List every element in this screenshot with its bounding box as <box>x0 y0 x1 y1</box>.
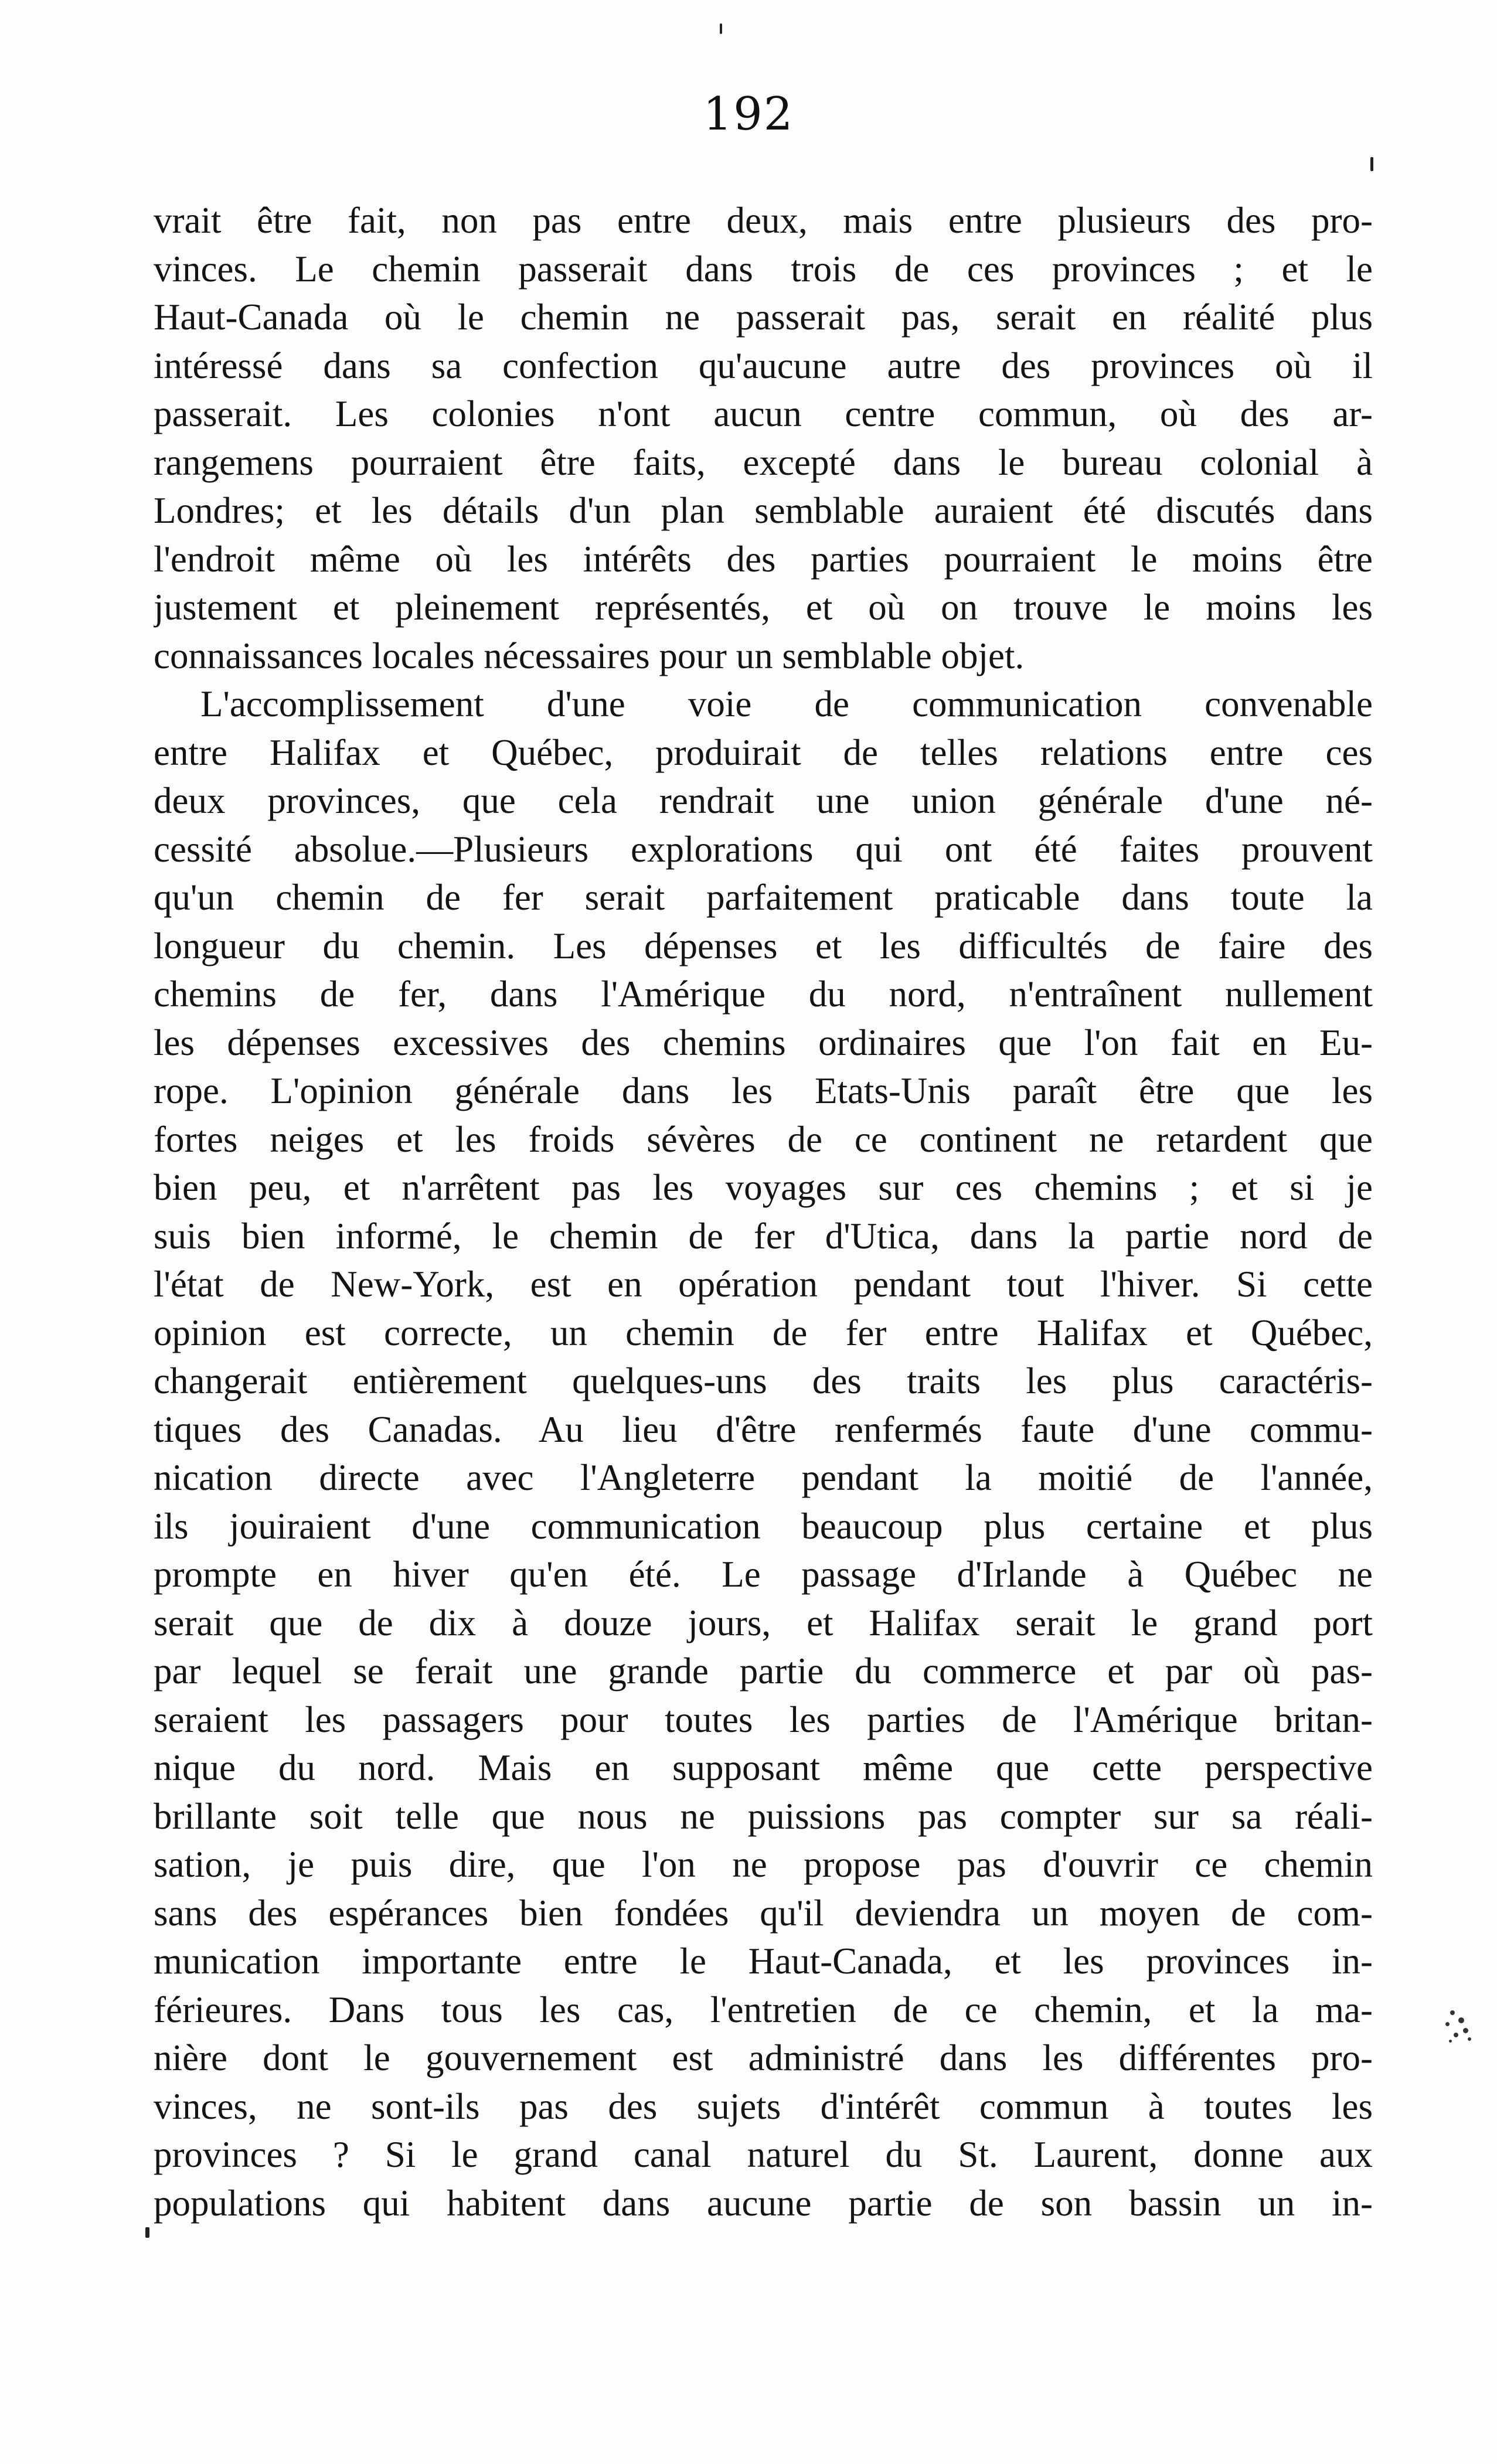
text-line: justement et pleinement représentés, et où on trouve le moins les <box>154 587 1373 628</box>
text-line: qu'un chemin de fer serait parfaitement praticable dans toute la <box>154 877 1373 918</box>
text-line: populations qui habitent dans aucune partie de son bassin un in- <box>154 2182 1373 2224</box>
text-line: rope. L'opinion générale dans les Etats-Unis paraît être que les <box>154 1070 1373 1111</box>
text-line: chemins de fer, dans l'Amérique du nord, n'entraînent nullement <box>154 974 1373 1015</box>
text-line: vinces, ne sont-ils pas des sujets d'intérêt commun à toutes les <box>154 2085 1373 2127</box>
text-line: brillante soit telle que nous ne puissions pas compter sur sa réali- <box>154 1795 1373 1837</box>
text-line: ils jouiraient d'une communication beaucoup plus certaine et plus <box>154 1505 1373 1547</box>
text-line: passerait. Les colonies n'ont aucun centre commun, où des ar- <box>154 393 1373 434</box>
scan-speck <box>145 2227 149 2238</box>
text-line: intéressé dans sa confection qu'aucune autre des provinces où il <box>154 345 1373 386</box>
text-line: serait que de dix à douze jours, et Halifax serait le grand port <box>154 1602 1373 1643</box>
text-line: nication directe avec l'Angleterre pendant la moitié de l'année, <box>154 1457 1373 1498</box>
text-line: vinces. Le chemin passerait dans trois de ces provinces ; et le <box>154 248 1373 290</box>
text-line: les dépenses excessives des chemins ordinaires que l'on fait en Eu- <box>154 1022 1373 1063</box>
text-line: munication importante entre le Haut-Canada, et les provinces in- <box>154 1941 1373 1982</box>
text-line: nière dont le gouvernement est administré dans les différentes pro- <box>154 2037 1373 2078</box>
text-line: L'accomplissement d'une voie de communication convenable <box>200 683 1373 724</box>
text-line: sation, je puis dire, que l'on ne propose pas d'ouvrir ce chemin <box>154 1844 1373 1885</box>
text-line: rangemens pourraient être faits, excepté dans le bureau colonial à <box>154 441 1373 483</box>
text-line: Haut-Canada où le chemin ne passerait pas, serait en réalité plus <box>154 297 1373 338</box>
text-line: sans des espérances bien fondées qu'il deviendra un moyen de com- <box>154 1892 1373 1934</box>
text-line: changerait entièrement quelques-uns des traits les plus caractéris- <box>154 1360 1373 1401</box>
body-text <box>154 196 1373 2227</box>
text-line: deux provinces, que cela rendrait une union générale d'une né- <box>154 780 1373 821</box>
text-line: férieures. Dans tous les cas, l'entretien de ce chemin, et la ma- <box>154 1989 1373 2030</box>
text-line: entre Halifax et Québec, produirait de telles relations entre ces <box>154 731 1373 773</box>
scan-speck <box>720 23 722 34</box>
text-line: provinces ? Si le grand canal naturel du St. Laurent, donne aux <box>154 2134 1373 2175</box>
text-line: fortes neiges et les froids sévères de ce continent ne retardent que <box>154 1118 1373 1160</box>
text-line: opinion est correcte, un chemin de fer entre Halifax et Québec, <box>154 1312 1373 1353</box>
text-line: bien peu, et n'arrêtent pas les voyages sur ces chemins ; et si je <box>154 1167 1373 1208</box>
scan-speck <box>1370 157 1373 171</box>
scan-speck-cluster <box>1433 2004 1485 2057</box>
text-line: prompte en hiver qu'en été. Le passage d'Irlande à Québec ne <box>154 1554 1373 1595</box>
text-line: suis bien informé, le chemin de fer d'Utica, dans la partie nord de <box>154 1215 1373 1257</box>
text-line: longueur du chemin. Les dépenses et les difficultés de faire des <box>154 925 1373 966</box>
text-line: connaissances locales nécessaires pour un semblable objet. <box>154 635 1025 676</box>
text-line: cessité absolue.—Plusieurs explorations qui ont été faites prouvent <box>154 828 1373 870</box>
page-number: 192 <box>703 88 794 141</box>
text-line: l'endroit même où les intérêts des parties pourraient le moins être <box>154 538 1373 580</box>
text-line: par lequel se ferait une grande partie du commerce et par où pas- <box>154 1650 1373 1692</box>
text-line: seraient les passagers pour toutes les parties de l'Amérique britan- <box>154 1699 1373 1740</box>
text-line: vrait être fait, non pas entre deux, mais entre plusieurs des pro- <box>154 200 1373 241</box>
text-line: tiques des Canadas. Au lieu d'être renfermés faute d'une commu- <box>154 1408 1373 1450</box>
text-line: Londres; et les détails d'un plan semblable auraient été discutés dans <box>154 490 1373 531</box>
text-line: l'état de New-York, est en opération pendant tout l'hiver. Si cette <box>154 1264 1373 1305</box>
text-line: nique du nord. Mais en supposant même que cette perspective <box>154 1747 1373 1788</box>
